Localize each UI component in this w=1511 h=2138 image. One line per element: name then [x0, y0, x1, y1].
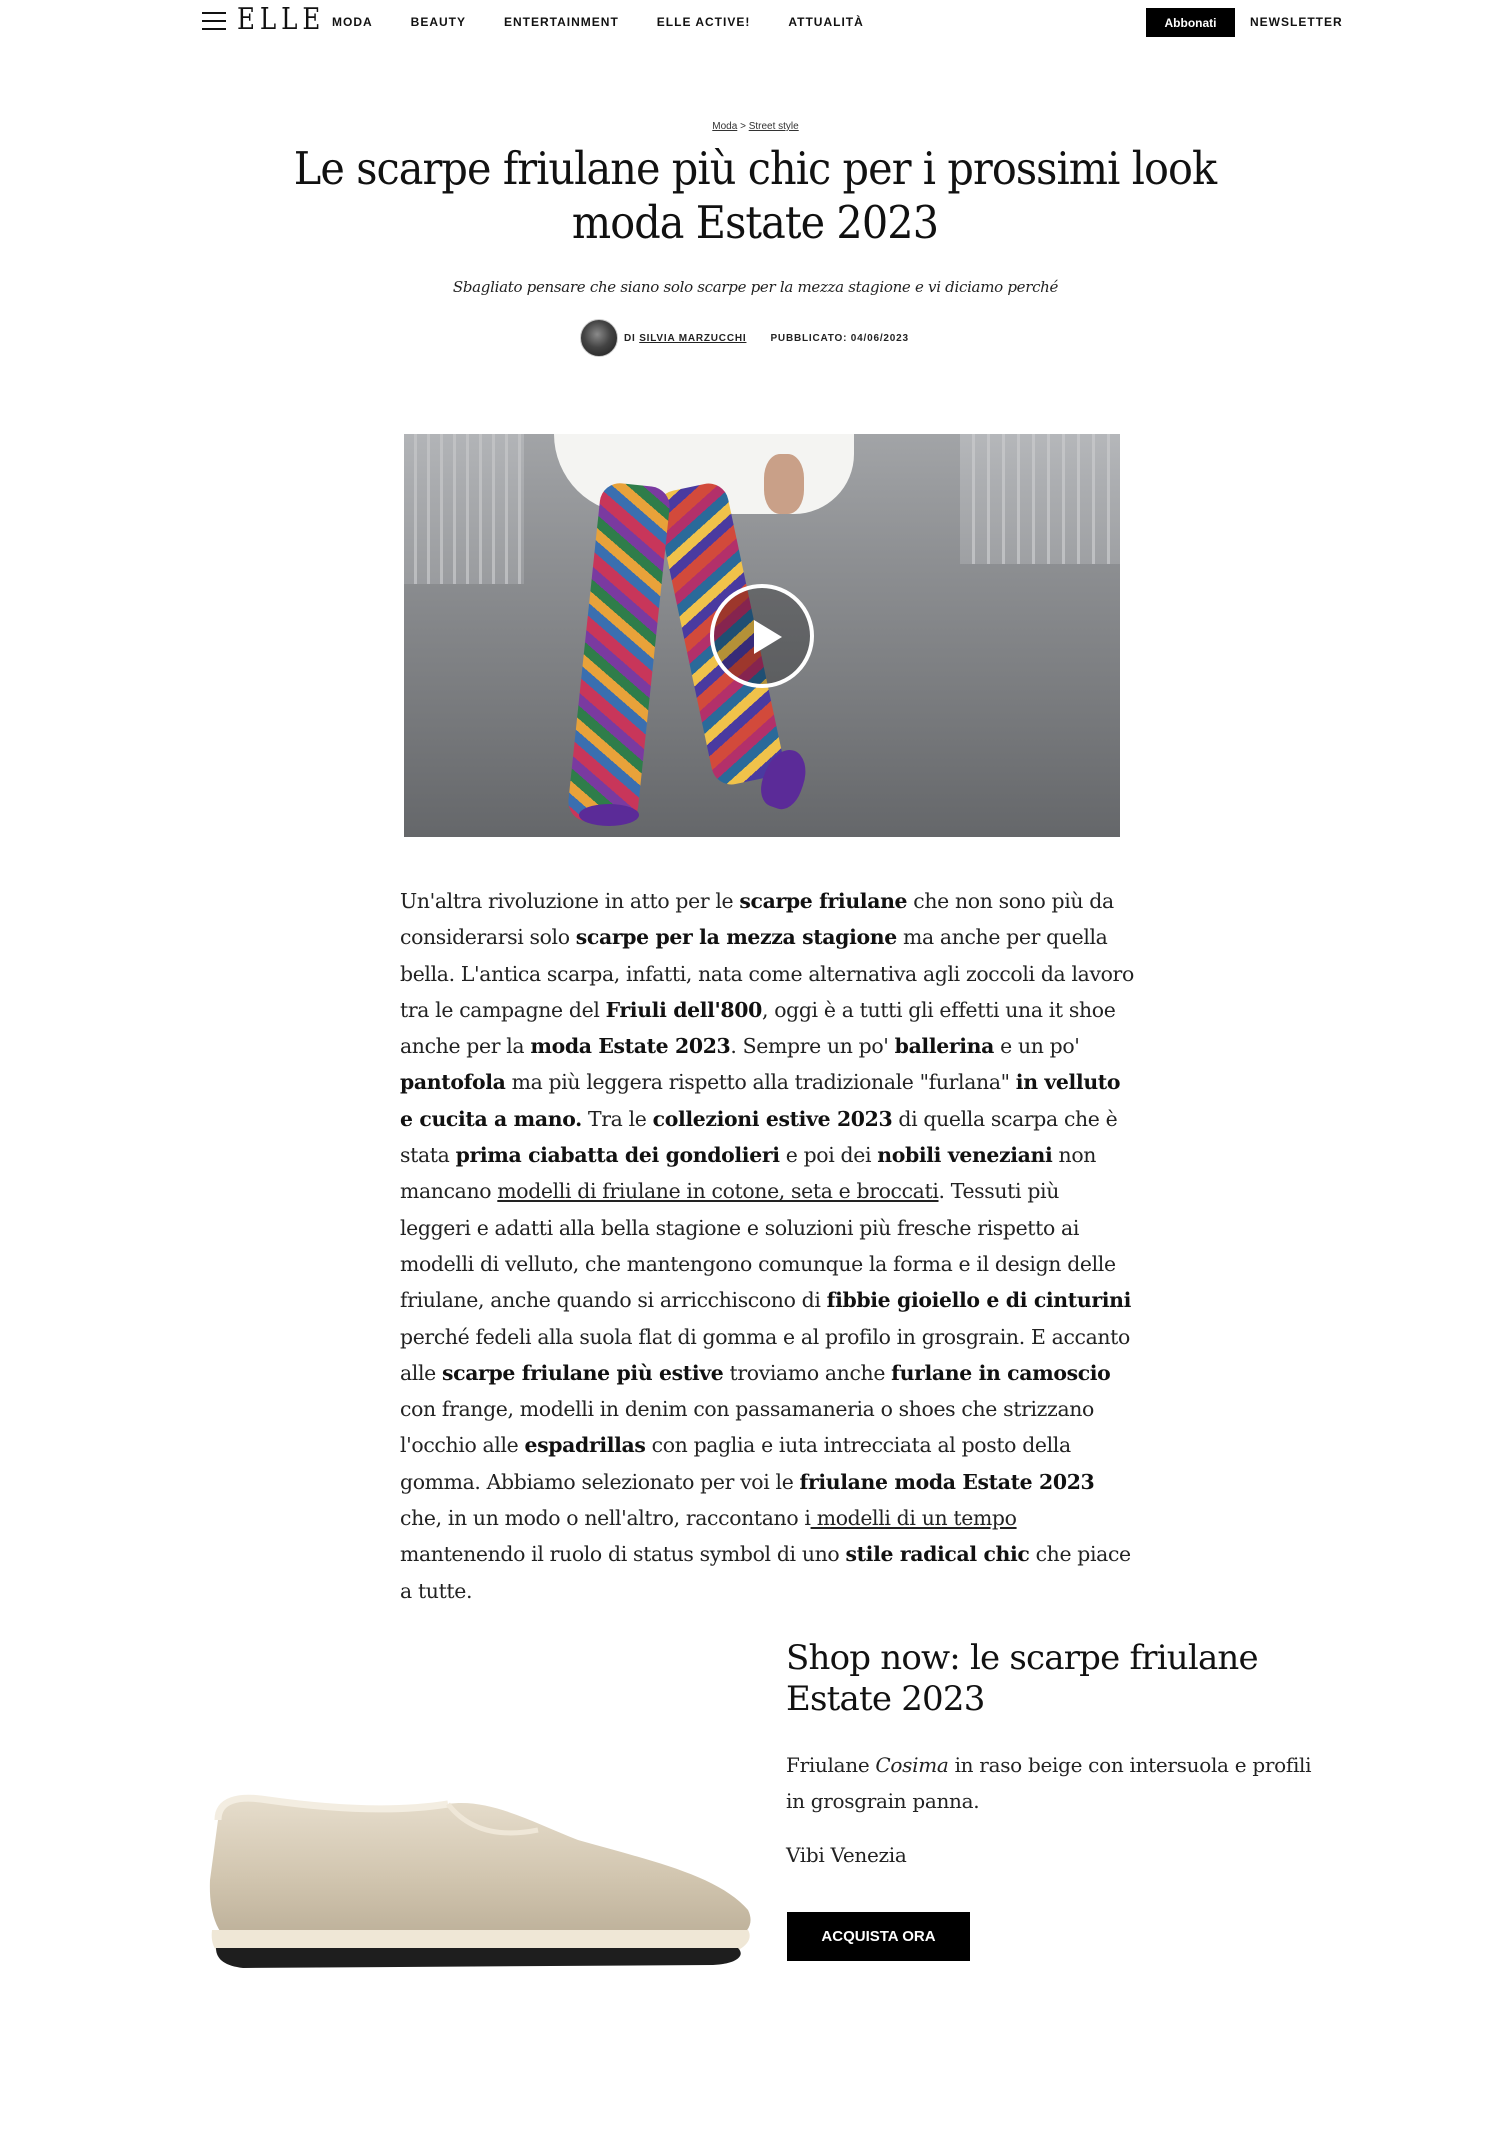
body-text-segment: con frange, modelli in denim con passamaneria o shoes che strizzano l'occhio alle [400, 1397, 1094, 1458]
site-logo[interactable]: ELLE [237, 2, 326, 37]
body-text-segment: con paglia e iuta intrecciata al posto della gomma. Abbiamo selezionato per voi le [400, 1433, 1071, 1494]
barrier-right [960, 434, 1120, 564]
body-text-segment: e un po' [993, 1034, 1080, 1059]
article-subtitle: Sbagliato pensare che siano solo scarpe per la mezza stagione e vi diciamo perché [452, 278, 1059, 296]
bold-text: in velluto e cucita a mano. [400, 1070, 1121, 1131]
nav-item-elle-active[interactable]: ELLE ACTIVE! [656, 15, 751, 29]
play-icon[interactable] [710, 584, 814, 688]
subscribe-button[interactable]: Abbonati [1146, 8, 1235, 37]
purple-shoe-left [579, 804, 639, 826]
body-text-segment: mantenendo il ruolo di status symbol di uno [400, 1542, 846, 1567]
author-avatar[interactable] [580, 319, 618, 357]
bold-text: collezioni estive 2023 [652, 1106, 893, 1131]
product-image-friulane[interactable] [198, 1760, 758, 1990]
bold-text: prima ciabatta dei gondolieri [455, 1143, 780, 1168]
site-header [0, 0, 1511, 46]
product-desc-before: Friulane [786, 1753, 876, 1777]
product-description [786, 1747, 1316, 1819]
bold-text: scarpe friulane più estive [442, 1360, 724, 1385]
product-brand: Vibi Venezia [786, 1843, 907, 1867]
bold-text: scarpe per la mezza stagione [575, 925, 897, 950]
barrier-left [404, 434, 524, 584]
body-text-segment: troviamo anche [723, 1360, 892, 1385]
bold-text: espadrillas [524, 1433, 646, 1458]
body-text-segment: e poi dei [779, 1143, 878, 1168]
nav-item-moda[interactable]: MODA [332, 15, 373, 29]
breadcrumb-moda[interactable]: Moda [712, 121, 738, 132]
byline-prefix: DI [624, 332, 636, 344]
bold-text: moda Estate 2023 [530, 1034, 731, 1059]
inline-link[interactable]: modelli di un tempo [810, 1506, 1017, 1531]
byline [580, 318, 909, 358]
article-title: Le scarpe friulane più chic per i prossimi look moda Estate 2023 [293, 142, 1217, 249]
bold-text: stile radical chic [845, 1542, 1030, 1567]
product-name: Cosima [875, 1753, 949, 1777]
newsletter-link[interactable]: NEWSLETTER [1250, 15, 1343, 29]
shop-title: Shop now: le scarpe friulane Estate 2023 [786, 1638, 1258, 1719]
breadcrumb [0, 121, 1511, 132]
bold-text: friulane moda Estate 2023 [799, 1469, 1095, 1494]
body-text-segment: che non sono più da considerarsi solo [400, 889, 1114, 950]
author-link[interactable]: SILVIA MARZUCCHI [639, 332, 747, 344]
bold-text: scarpe friulane [739, 889, 908, 913]
nav-item-entertainment[interactable]: ENTERTAINMENT [504, 15, 619, 29]
breadcrumb-separator: > [740, 121, 746, 132]
nav-item-beauty[interactable]: BEAUTY [410, 15, 467, 29]
menu-icon[interactable] [202, 10, 226, 32]
bold-text: fibbie gioiello e di cinturini [826, 1288, 1131, 1313]
body-text-segment: perché fedeli alla suola flat di gomma e al profilo in grosgrain. E accanto alle [400, 1324, 1130, 1385]
bold-text: pantofola [400, 1070, 506, 1095]
breadcrumb-street-style[interactable]: Street style [748, 121, 799, 132]
bold-text: nobili veneziani [877, 1143, 1053, 1168]
body-text-segment: ma anche per quella bella. L'antica scarpa, infatti, nata come alternativa agli zoccoli da lavoro tra le campagne del [400, 925, 1134, 1022]
hero-video[interactable] [404, 434, 1120, 837]
bold-text: Friuli dell'800 [605, 997, 762, 1022]
publish-date: PUBBLICATO: 04/06/2023 [770, 332, 909, 344]
body-text-segment: di quella scarpa che è stata [400, 1106, 1118, 1168]
body-text-segment: , oggi è a tutti gli effetti una it shoe anche per la [400, 997, 1116, 1059]
inline-link[interactable]: modelli di friulane in cotone, seta e broccati [497, 1179, 939, 1204]
body-text-segment: . Sempre un po' [730, 1034, 895, 1059]
body-text-segment: che piace a tutte. [400, 1542, 1131, 1603]
product-desc-after: in raso beige con intersuola e profili in grosgrain panna. [786, 1753, 1312, 1813]
buy-now-button[interactable]: ACQUISTA ORA [787, 1912, 970, 1961]
body-text-segment: Un'altra rivoluzione in atto per le [400, 889, 740, 913]
main-nav [332, 15, 902, 29]
body-text-segment: non mancano [400, 1143, 1097, 1204]
body-text-segment: Tra le [581, 1106, 653, 1131]
bold-text: furlane in camoscio [891, 1360, 1111, 1385]
body-text-segment: . Tessuti più leggeri e adatti alla bella stagione e soluzioni più fresche rispetto ai modelli di velluto, che mantengono comunque la forma e il design delle friulane, anche quando si arricchiscono di [400, 1179, 1116, 1313]
body-text-segment: ma più leggera rispetto alla tradizionale "furlana" [505, 1070, 1016, 1095]
nav-item-attualita[interactable]: ATTUALITÀ [788, 15, 864, 29]
body-text-segment: che, in un modo o nell'altro, raccontano i [400, 1506, 811, 1531]
bold-text: ballerina [894, 1034, 994, 1059]
byline-author [624, 333, 746, 344]
hand [764, 454, 804, 514]
article-body [400, 883, 1135, 1609]
